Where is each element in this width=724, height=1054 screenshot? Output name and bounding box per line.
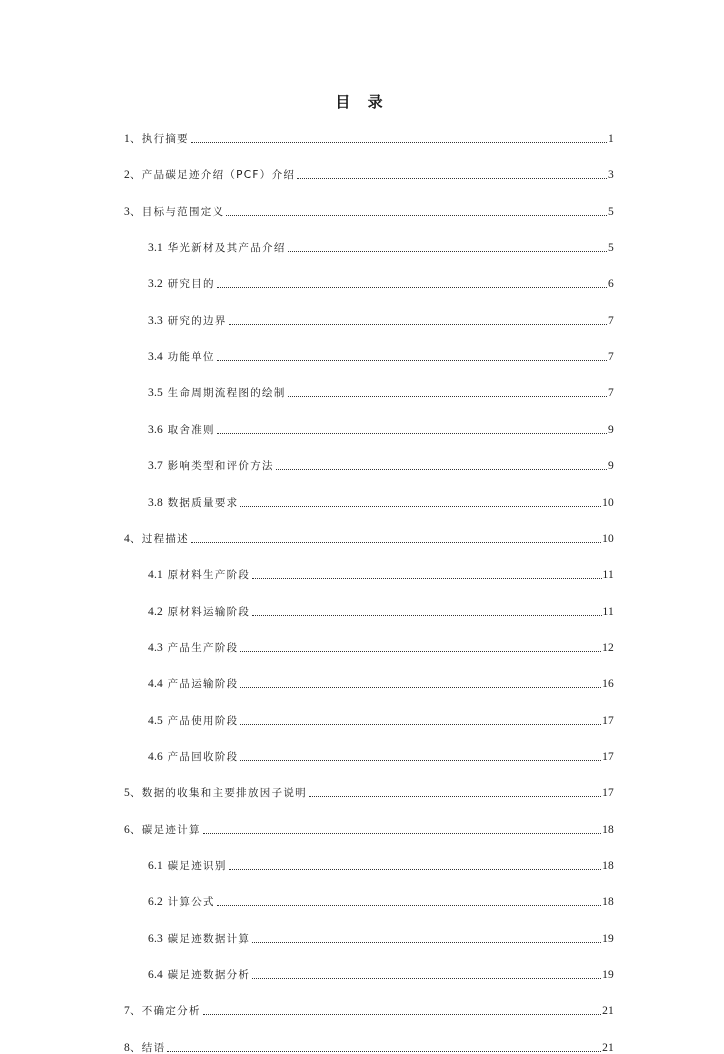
toc-entry-page-number: 11 xyxy=(602,569,614,581)
toc-entry-number: 4.4 xyxy=(148,678,163,690)
toc-entry-separator: 、 xyxy=(129,787,142,799)
toc-entry-text: 原材料生产阶段 xyxy=(167,569,251,581)
toc-entry[interactable] xyxy=(148,567,614,581)
dot-leader xyxy=(217,360,607,361)
toc-entry-page-number: 11 xyxy=(602,606,614,618)
toc-entry-label xyxy=(148,242,286,254)
toc-entry-page-number: 9 xyxy=(608,460,614,472)
toc-entry-number: 2 xyxy=(124,169,130,181)
toc-entry-label xyxy=(124,1042,165,1054)
toc-entry[interactable] xyxy=(148,749,614,763)
toc-entry-text: 产品运输阶段 xyxy=(167,678,239,690)
toc-entry-label xyxy=(148,715,238,727)
toc-entry[interactable] xyxy=(148,313,614,327)
dot-leader xyxy=(203,1014,601,1015)
toc-entry-number: 3.6 xyxy=(148,424,163,436)
toc-entry-text: 计算公式 xyxy=(167,896,215,908)
toc-entry-label xyxy=(148,933,250,945)
toc-entry-page-number: 21 xyxy=(602,1042,614,1054)
toc-entry-page-number: 7 xyxy=(608,315,614,327)
toc-entry-number: 4.6 xyxy=(148,751,163,763)
toc-entry-text: 产品使用阶段 xyxy=(167,715,239,727)
toc-entry[interactable] xyxy=(148,713,614,727)
toc-entry-number: 5 xyxy=(124,787,130,799)
dot-leader xyxy=(203,833,601,834)
toc-entry-text: 功能单位 xyxy=(167,351,215,363)
toc-entry[interactable] xyxy=(124,1040,614,1054)
dot-leader xyxy=(276,469,607,470)
toc-entry[interactable] xyxy=(124,531,614,545)
toc-entry-label xyxy=(124,787,307,799)
toc-entry[interactable] xyxy=(148,385,614,399)
toc-entry-number: 3.7 xyxy=(148,460,163,472)
toc-entry[interactable] xyxy=(148,858,614,872)
dot-leader xyxy=(217,905,601,906)
toc-entry[interactable] xyxy=(124,1003,614,1017)
toc-entry[interactable] xyxy=(148,240,614,254)
toc-entry[interactable] xyxy=(148,495,614,509)
toc-entry-page-number: 21 xyxy=(602,1005,614,1017)
toc-entry[interactable] xyxy=(148,640,614,654)
toc-entry-text: 碳足迹识别 xyxy=(167,860,227,872)
toc-entry-page-number: 1 xyxy=(608,133,614,145)
dot-leader xyxy=(191,142,607,143)
dot-leader xyxy=(167,1051,601,1052)
toc-entry-number: 7 xyxy=(124,1005,130,1017)
toc-entry-text: 执行摘要 xyxy=(141,133,189,145)
toc-entry-text: 影响类型和评价方法 xyxy=(167,460,274,472)
toc-entry-text: 碳足迹数据分析 xyxy=(167,969,251,981)
toc-entry-page-number: 5 xyxy=(608,206,614,218)
toc-entry-label xyxy=(148,497,238,509)
toc-entry-page-number: 7 xyxy=(608,387,614,399)
toc-entry-label xyxy=(148,860,227,872)
dot-leader xyxy=(226,215,607,216)
toc-entry-page-number: 18 xyxy=(602,896,614,908)
toc-entry-page-number: 10 xyxy=(602,533,614,545)
dot-leader xyxy=(297,178,607,179)
dot-leader xyxy=(252,615,601,616)
toc-entry-page-number: 12 xyxy=(602,642,614,654)
toc-entry[interactable] xyxy=(148,604,614,618)
toc-entry[interactable] xyxy=(124,131,614,145)
toc-entry-label xyxy=(124,169,295,181)
toc-title: 目 录 xyxy=(335,93,389,111)
toc-entry-label xyxy=(148,969,250,981)
toc-entry-text: 研究目的 xyxy=(167,278,215,290)
toc-entry-number: 3.3 xyxy=(148,315,163,327)
toc-entry-page-number: 5 xyxy=(608,242,614,254)
toc-entry-separator: 、 xyxy=(129,824,142,836)
toc-entry-text: 碳足迹计算 xyxy=(141,824,201,836)
toc-entry-number: 1 xyxy=(124,133,130,145)
toc-entry-page-number: 19 xyxy=(602,933,614,945)
toc-entry-page-number: 17 xyxy=(602,751,614,763)
dot-leader xyxy=(252,978,601,979)
toc-entry-number: 6.1 xyxy=(148,860,163,872)
toc-entry-page-number: 17 xyxy=(602,787,614,799)
toc-entry-page-number: 19 xyxy=(602,969,614,981)
toc-entry-number: 4.5 xyxy=(148,715,163,727)
toc-entry[interactable] xyxy=(148,967,614,981)
toc-entry-separator: 、 xyxy=(129,1042,142,1054)
toc-entry-number: 8 xyxy=(124,1042,130,1054)
dot-leader xyxy=(229,869,601,870)
dot-leader xyxy=(240,651,601,652)
toc-entry-number: 3 xyxy=(124,206,130,218)
toc-entry-separator: 、 xyxy=(129,169,142,181)
dot-leader xyxy=(240,724,601,725)
toc-entry-page-number: 3 xyxy=(608,169,614,181)
toc-entry-label xyxy=(124,133,189,145)
toc-entry[interactable] xyxy=(148,422,614,436)
toc-entry-text: 生命周期流程图的绘制 xyxy=(167,387,286,399)
toc-entry-number: 6.4 xyxy=(148,969,163,981)
toc-entry-page-number: 7 xyxy=(608,351,614,363)
toc-entry-text: 取舍准则 xyxy=(167,424,215,436)
toc-entry-text: 华光新材及其产品介绍 xyxy=(167,242,286,254)
toc-entry[interactable] xyxy=(148,458,614,472)
toc-entry-label xyxy=(148,387,286,399)
toc-entry-text: 结语 xyxy=(141,1042,166,1054)
toc-entry-label xyxy=(124,824,201,836)
toc-entry-number: 3.5 xyxy=(148,387,163,399)
toc-entry-number: 4.2 xyxy=(148,606,163,618)
dot-leader xyxy=(240,506,601,507)
toc-entry-number: 3.8 xyxy=(148,497,163,509)
toc-entry-text: 目标与范围定义 xyxy=(141,206,225,218)
toc-entry[interactable] xyxy=(124,204,614,218)
toc-entry-label xyxy=(148,569,250,581)
toc-entry-separator: 、 xyxy=(129,533,142,545)
toc-entry[interactable] xyxy=(148,931,614,945)
dot-leader xyxy=(191,542,601,543)
toc-entry-page-number: 6 xyxy=(608,278,614,290)
toc-entry-number: 3.2 xyxy=(148,278,163,290)
toc-entry-text: 碳足迹数据计算 xyxy=(167,933,251,945)
toc-entry-separator: 、 xyxy=(129,206,142,218)
toc-entry[interactable] xyxy=(148,676,614,690)
toc-entry-label xyxy=(148,678,238,690)
toc-entry-number: 6 xyxy=(124,824,130,836)
toc-entry-separator: 、 xyxy=(129,133,142,145)
dot-leader xyxy=(240,687,601,688)
toc-entry-page-number: 18 xyxy=(602,860,614,872)
dot-leader xyxy=(288,251,607,252)
dot-leader xyxy=(217,287,607,288)
toc-entry-number: 4.1 xyxy=(148,569,163,581)
toc-entry-number: 4.3 xyxy=(148,642,163,654)
toc-entry-text: 数据的收集和主要排放因子说明 xyxy=(141,787,307,799)
toc-entry-text: 数据质量要求 xyxy=(167,497,239,509)
toc-entry-text: 产品碳足迹介绍（PCF）介绍 xyxy=(141,169,296,181)
toc-entry[interactable] xyxy=(148,349,614,363)
toc-entry-page-number: 18 xyxy=(602,824,614,836)
dot-leader xyxy=(252,578,601,579)
toc-entry-text: 不确定分析 xyxy=(141,1005,201,1017)
toc-entry-label xyxy=(148,424,215,436)
toc-entry-label xyxy=(148,278,215,290)
dot-leader xyxy=(288,396,607,397)
toc-entry-label xyxy=(124,1005,201,1017)
toc-entry-text: 产品生产阶段 xyxy=(167,642,239,654)
toc-entry-page-number: 10 xyxy=(602,497,614,509)
toc-entry-label xyxy=(148,642,238,654)
toc-entry-number: 3.1 xyxy=(148,242,163,254)
toc-entry-label xyxy=(148,896,215,908)
toc-entry-label xyxy=(148,460,274,472)
toc-entry-label xyxy=(148,751,238,763)
dot-leader xyxy=(240,760,601,761)
toc-entry-number: 4 xyxy=(124,533,130,545)
toc-entry-text: 原材料运输阶段 xyxy=(167,606,251,618)
toc-entry[interactable] xyxy=(148,894,614,908)
toc-entry-number: 6.2 xyxy=(148,896,163,908)
toc-entry-number: 6.3 xyxy=(148,933,163,945)
toc-entry-text: 产品回收阶段 xyxy=(167,751,239,763)
dot-leader xyxy=(309,796,601,797)
toc-entry-page-number: 9 xyxy=(608,424,614,436)
toc-entry-text: 研究的边界 xyxy=(167,315,227,327)
toc-entry[interactable] xyxy=(124,167,614,181)
toc-entry-text: 过程描述 xyxy=(141,533,189,545)
toc-entry[interactable] xyxy=(148,276,614,290)
toc-entry-label xyxy=(148,315,227,327)
toc-entry-label xyxy=(124,206,224,218)
toc-entry-page-number: 16 xyxy=(602,678,614,690)
dot-leader xyxy=(217,433,607,434)
toc-entry-separator: 、 xyxy=(129,1005,142,1017)
toc-entry-label xyxy=(124,533,189,545)
toc-entry-number: 3.4 xyxy=(148,351,163,363)
toc-entry-label xyxy=(148,351,215,363)
toc-entry-label xyxy=(148,606,250,618)
dot-leader xyxy=(229,324,607,325)
dot-leader xyxy=(252,942,601,943)
toc-entry[interactable] xyxy=(124,785,614,799)
toc-entry-page-number: 17 xyxy=(602,715,614,727)
toc-entry[interactable] xyxy=(124,822,614,836)
